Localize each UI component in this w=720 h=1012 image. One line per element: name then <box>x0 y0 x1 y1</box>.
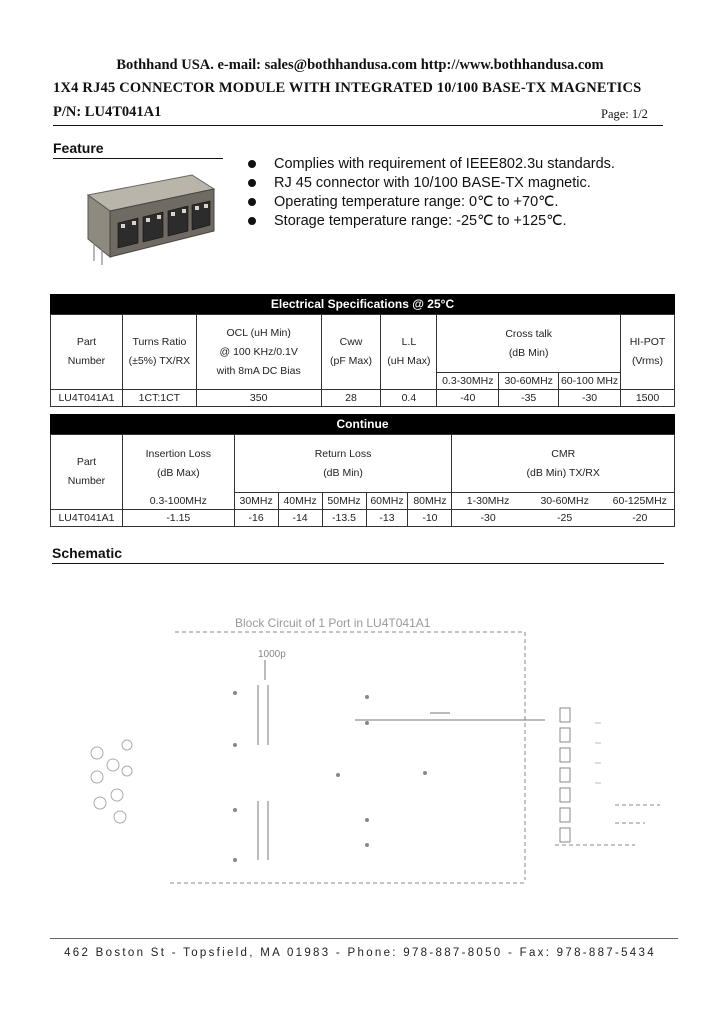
electrical-spec-table <box>50 314 675 407</box>
bullet-icon <box>248 217 256 225</box>
part-number: P/N: LU4T041A1 <box>53 104 162 120</box>
rj45-connector-image <box>80 165 218 267</box>
col-hipot: HI-POT (Vrms) <box>621 315 675 390</box>
continue-spec-table <box>50 434 675 527</box>
cell: -10 <box>408 510 452 527</box>
table-row <box>51 390 675 407</box>
cell: -16 <box>234 510 278 527</box>
col-insertion-loss: Insertion Loss (dB Max) <box>122 435 234 493</box>
feature-underline <box>53 158 223 159</box>
cell: -30 <box>452 510 524 527</box>
schematic-underline <box>52 563 664 564</box>
cell: 0.4 <box>381 390 437 407</box>
return-sub-header: 60MHz <box>366 493 408 510</box>
cell: -20 <box>606 510 675 527</box>
cell: LU4T041A1 <box>51 510 123 527</box>
cmr-sub-header: 30-60MHz <box>524 493 606 510</box>
header-divider <box>53 125 663 126</box>
crosstalk-sub-header: 60-100 MHz <box>559 373 621 390</box>
cmr-sub-header: 60-125MHz <box>606 493 675 510</box>
insertion-sub-header: 0.3-100MHz <box>122 493 234 510</box>
crosstalk-sub-header: 0.3-30MHz <box>437 373 499 390</box>
cell: -1.15 <box>122 510 234 527</box>
electrical-header-row <box>51 315 675 373</box>
continue-banner: Continue <box>50 414 675 434</box>
cell: 1500 <box>621 390 675 407</box>
capacitor-label: 1000p <box>258 649 286 660</box>
document-title: 1X4 RJ45 CONNECTOR MODULE WITH INTEGRATED 10/100 BASE-TX MAGNETICS <box>53 80 642 96</box>
cell: -40 <box>437 390 499 407</box>
feature-bullet: Storage temperature range: -25℃ to +125℃. <box>248 211 615 230</box>
feature-bullet: Complies with requirement of IEEE802.3u standards. <box>248 154 615 173</box>
footer-divider <box>50 938 678 939</box>
col-turns-ratio: Turns Ratio (±5%) TX/RX <box>122 315 196 390</box>
return-sub-header: 80MHz <box>408 493 452 510</box>
footer-contact: 462 Boston St - Topsfield, MA 01983 - Phone: 978-887-8050 - Fax: 978-887-5434 <box>64 947 656 959</box>
schematic-heading: Schematic <box>52 545 123 561</box>
col-cmr: CMR (dB Min) TX/RX <box>452 435 675 493</box>
cell: -30 <box>559 390 621 407</box>
col-part-number: Part Number <box>51 315 123 390</box>
table-row <box>51 510 675 527</box>
company-line: Bothhand USA. e-mail: sales@bothhandusa.com http://www.bothhandusa.com <box>116 57 604 73</box>
cell: -13.5 <box>322 510 366 527</box>
bullet-icon <box>248 179 256 187</box>
schematic-caption: Block Circuit of 1 Port in LU4T041A1 <box>235 616 431 630</box>
cell: LU4T041A1 <box>51 390 123 407</box>
cell: 1CT:1CT <box>122 390 196 407</box>
crosstalk-sub-header: 30-60MHz <box>499 373 559 390</box>
bullet-icon <box>248 198 256 206</box>
cell: -13 <box>366 510 408 527</box>
feature-bullet: RJ 45 connector with 10/100 BASE-TX magnetic. <box>248 173 615 192</box>
bullet-icon <box>248 160 256 168</box>
cell: 28 <box>321 390 381 407</box>
page-indicator: Page: 1/2 <box>601 107 648 121</box>
col-cww: Cww (pF Max) <box>321 315 381 390</box>
return-sub-header: 40MHz <box>278 493 322 510</box>
cmr-sub-header: 1-30MHz <box>452 493 524 510</box>
cell: -35 <box>499 390 559 407</box>
cell: -25 <box>524 510 606 527</box>
feature-heading: Feature <box>53 140 104 156</box>
col-ocl: OCL (uH Min) @ 100 KHz/0.1V with 8mA DC Bias <box>196 315 321 390</box>
col-return-loss: Return Loss (dB Min) <box>234 435 452 493</box>
cell: 350 <box>196 390 321 407</box>
continue-spec-section <box>50 414 675 527</box>
return-sub-header: 50MHz <box>322 493 366 510</box>
continue-header-row <box>51 435 675 493</box>
electrical-spec-section <box>50 294 675 407</box>
schematic-diagram <box>55 605 685 900</box>
feature-bullet: Operating temperature range: 0℃ to +70℃. <box>248 192 615 211</box>
col-part-number: Part Number <box>51 435 123 510</box>
feature-bullet-list <box>248 154 615 230</box>
return-sub-header: 30MHz <box>234 493 278 510</box>
col-leakage-inductance: L.L (uH Max) <box>381 315 437 390</box>
electrical-spec-banner: Electrical Specifications @ 25°C <box>50 294 675 314</box>
cell: -14 <box>278 510 322 527</box>
col-crosstalk: Cross talk (dB Min) <box>437 315 621 373</box>
continue-subheader-row <box>51 493 675 510</box>
